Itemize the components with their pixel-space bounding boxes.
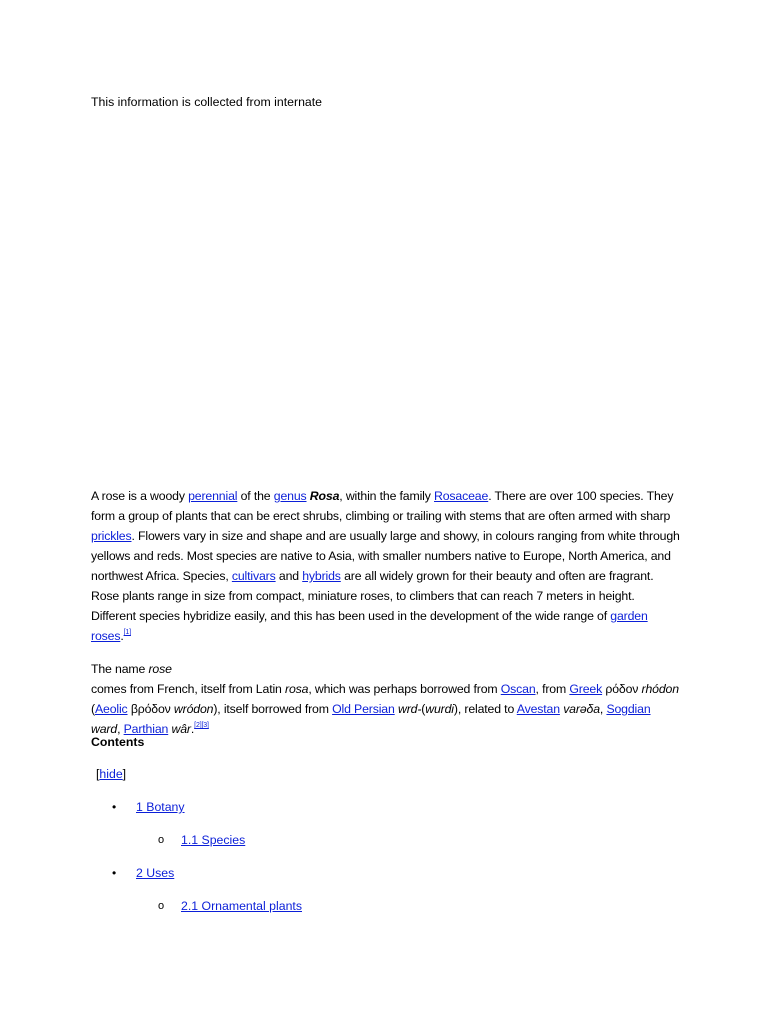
toc-item-botany[interactable]: 1 Botany [136, 800, 185, 814]
parthian-link[interactable]: Parthian [123, 722, 169, 736]
intro-text: This information is collected from internate [91, 95, 323, 109]
rosa-word: rosa [285, 682, 309, 696]
toc-item-species[interactable]: 1.1 Species [181, 833, 246, 847]
text: ρόδον [602, 682, 642, 696]
avestan-link[interactable]: Avestan [516, 702, 560, 716]
reference-1-link[interactable]: [1] [123, 629, 131, 636]
contents-heading: Contents [91, 735, 145, 749]
text: , [117, 722, 124, 736]
toc-item-ornamental-plants[interactable]: 2.1 Ornamental plants [181, 899, 302, 913]
bracket-close: ] [122, 767, 127, 781]
war-word: wâr [171, 722, 191, 736]
rhodon-word: rhódon [641, 682, 679, 696]
varda-word: varəδa [563, 702, 600, 716]
cultivars-link[interactable]: cultivars [231, 569, 276, 583]
bullet-icon: • [112, 866, 117, 880]
text: The name [91, 662, 149, 676]
toc-item-uses[interactable]: 2 Uses [136, 866, 175, 880]
etymology-paragraph [91, 659, 681, 739]
aeolic-link[interactable]: Aeolic [94, 702, 128, 716]
oscan-link[interactable]: Oscan [500, 682, 536, 696]
text: , from [535, 682, 570, 696]
garden-roses-link[interactable]: garden roses [91, 609, 648, 643]
text: are all widely grown for their beauty and often are fragrant. Rose plants range in size from compact, miniature roses, to climbers that can reach 7 meters in height. Different species hybridize easily, and this has been used in the development of the wide range of [91, 569, 654, 623]
ward-word: ward [91, 722, 118, 736]
rose-word: rose [148, 662, 172, 676]
perennial-link[interactable]: perennial [188, 489, 238, 503]
text: . Flowers vary in size and shape and are usually large and showy, in colours ranging from white through yellows and reds. Most species are native to Asia, with smaller numbers native to Europe, North America, and northwest Africa. Species, [91, 529, 680, 583]
text: ), related to [453, 702, 517, 716]
text: and [275, 569, 303, 583]
rosa-genus-name: Rosa [309, 489, 340, 503]
bracket-open: [ [96, 767, 100, 781]
text: comes from French, itself from Latin [91, 682, 285, 696]
wrd-word: wrd- [397, 702, 422, 716]
wurdi-word: wurdi [425, 702, 454, 716]
rosaceae-link[interactable]: Rosaceae [434, 489, 489, 503]
text: . [190, 722, 195, 736]
rose-description-paragraph [91, 486, 681, 646]
prickles-link[interactable]: prickles [91, 529, 132, 543]
old-persian-link[interactable]: Old Persian [332, 702, 395, 716]
text: ( [91, 702, 95, 716]
sogdian-link[interactable]: Sogdian [606, 702, 651, 716]
text: of the [237, 489, 274, 503]
text: . [120, 629, 124, 643]
text: , [599, 702, 607, 716]
text: ), itself borrowed from [213, 702, 333, 716]
greek-link[interactable]: Greek [569, 682, 603, 696]
reference-2-3-link[interactable]: [2][3] [194, 722, 209, 729]
hybrids-link[interactable]: hybrids [302, 569, 341, 583]
text: A rose is a woody [91, 489, 189, 503]
circle-bullet-icon: o [158, 900, 165, 912]
text: ( [421, 702, 426, 716]
circle-bullet-icon: o [158, 834, 165, 846]
text: , which was perhaps borrowed from [308, 682, 501, 696]
text: βρόδον [127, 702, 174, 716]
hide-link[interactable]: hide [99, 767, 123, 781]
text: , within the family [339, 489, 435, 503]
bullet-icon: • [112, 800, 117, 814]
hide-toggle [96, 765, 126, 783]
text: . There are over 100 species. They form a group of plants that can be erect shrubs, climbing or trailing with stems that are often armed with sharp [91, 489, 674, 523]
genus-link[interactable]: genus [273, 489, 307, 503]
wrodon-word: wródon [173, 702, 214, 716]
